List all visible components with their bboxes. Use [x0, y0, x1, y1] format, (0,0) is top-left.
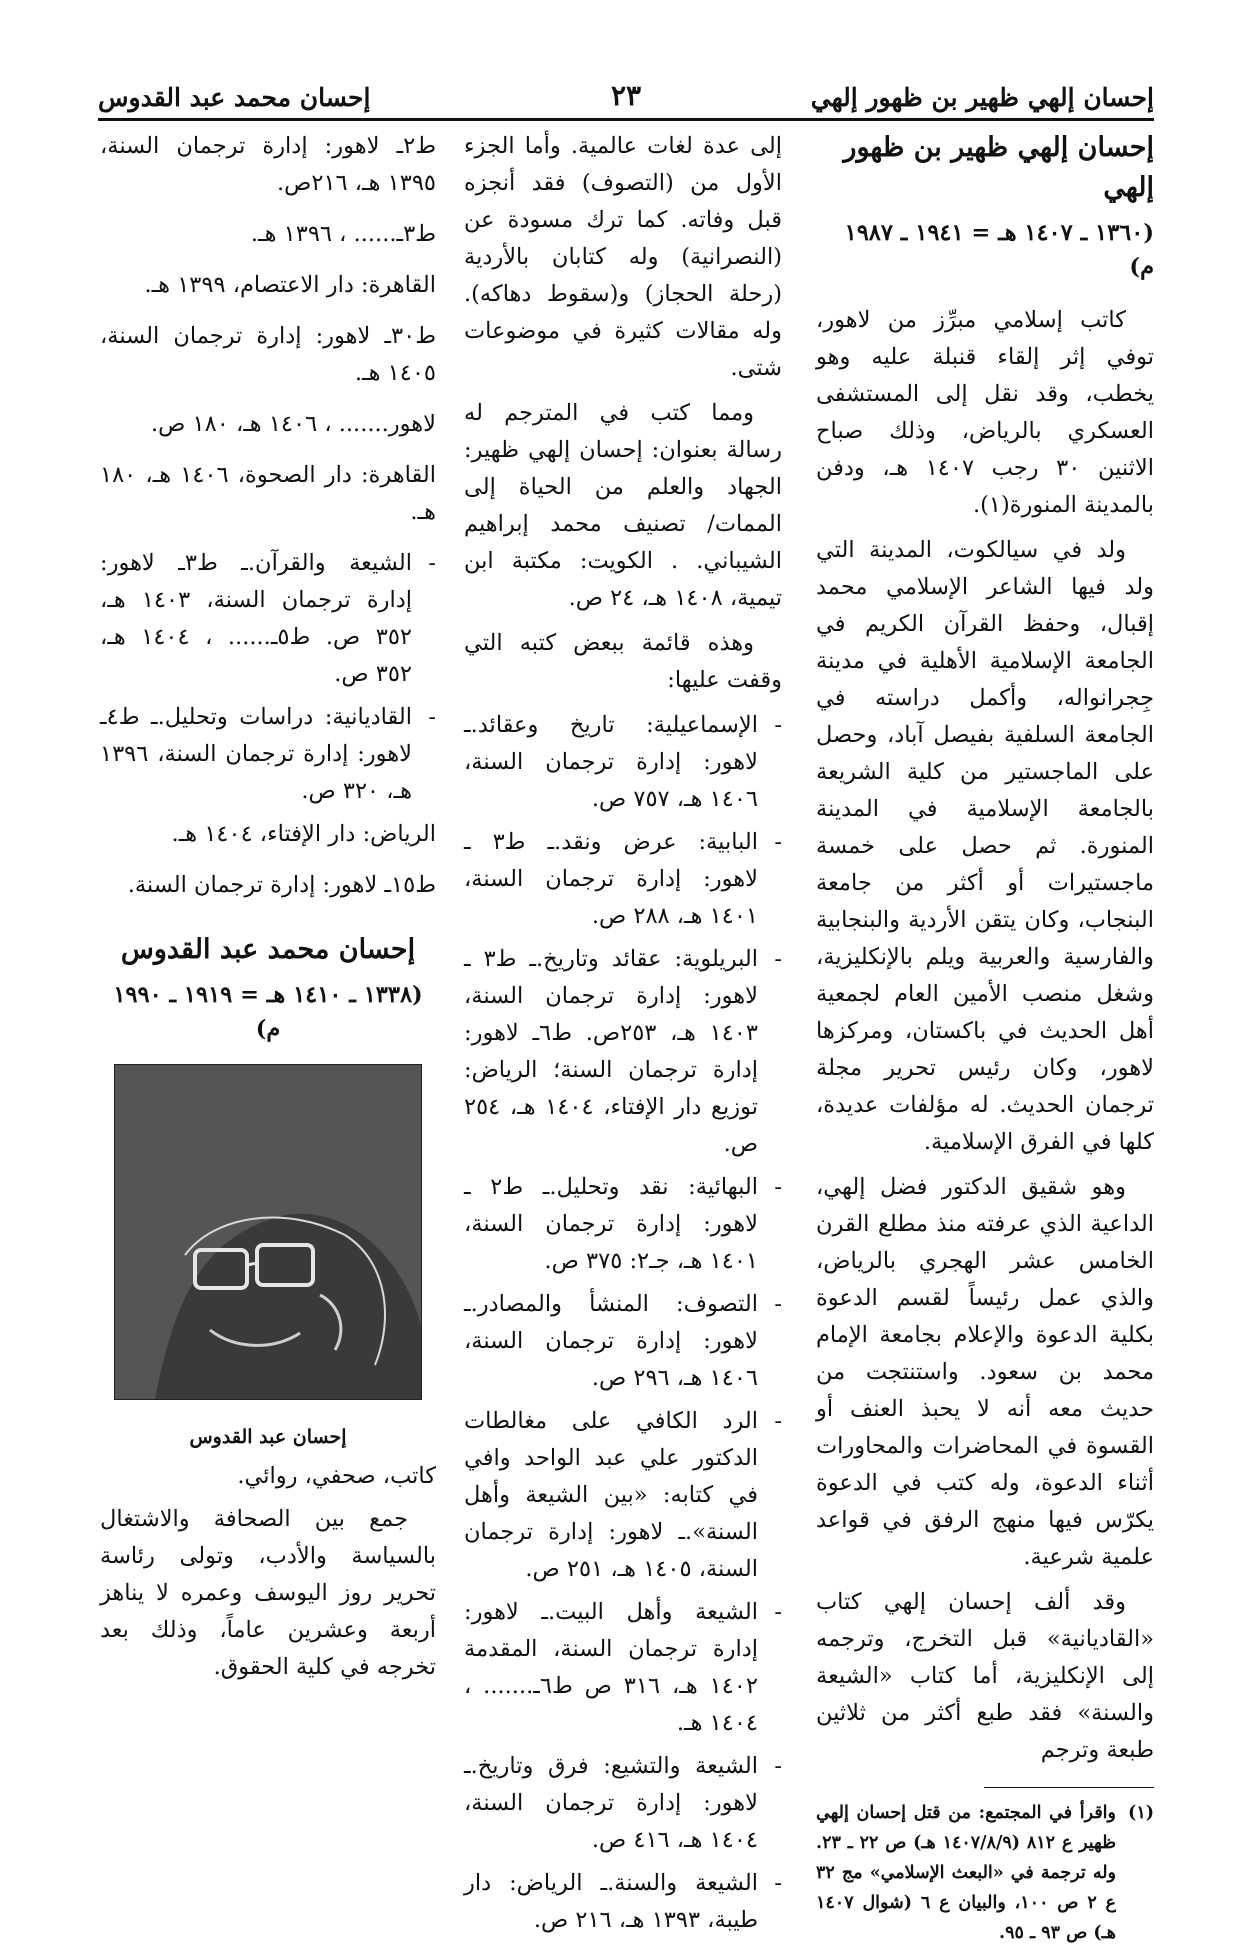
bibliography-entry: ط٣٠ـ لاهور: إدارة ترجمان السنة، ١٤٠٥ هـ. — [100, 323, 436, 386]
section-title-ehsan-elahi: إحسان إلهي ظهير بن ظهور إلهي — [843, 132, 1154, 203]
paragraph: ومما كتب في المترجم له رسالة بعنوان: إحسان إلهي ظهير: الجهاد والعلم من الحياة إلى الممات/ تصنيف محمد إبراهيم الشيباني. . الكويت: مكتبة ابن تيمية، ١٤٠٨ هـ، ٢٤ ص. — [464, 400, 782, 611]
left-column — [100, 128, 436, 1694]
portrait-photo — [114, 1064, 422, 1400]
bibliography-entry: ط١٥ـ لاهور: إدارة ترجمان السنة. — [127, 872, 436, 898]
list-item: - البابية: عرض ونقد.ـ ط٣ ـ لاهور: إدارة ترجمان السنة، ١٤٠١ هـ، ٢٨٨ ص. — [464, 829, 782, 929]
photo-caption: إحسان عبد القدوس — [189, 1426, 347, 1448]
paragraph: جمع بين الصحافة والاشتغال بالسياسة والأدب، وتولى رئاسة تحرير روز اليوسف وعمره لا يناهز أربعة وعشرين عاماً، وذلك بعد تخرجه في كلية الحقوق. — [100, 1506, 436, 1680]
list-item: - التصوف: المنشأ والمصادر.ـ لاهور: إدارة ترجمان السنة، ١٤٠٦ هـ، ٢٩٦ ص. — [464, 1291, 782, 1391]
footnote-separator — [984, 1787, 1154, 1788]
footnote-number: (١) — [1128, 1803, 1154, 1823]
bibliography-list — [100, 545, 436, 810]
footnote — [816, 1798, 1154, 1948]
bibliography-entry: القاهرة: دار الاعتصام، ١٣٩٩ هـ. — [144, 272, 436, 298]
paragraph: إلى عدة لغات عالمية. وأما الجزء الأول من (التصوف) فقد أنجزه قبل وفاته. كما ترك مسودة عن (النصرانية) وله كتابان بالأردية (رحلة الحجاز) و(سقوط دهاكه). وله مقالات كثيرة في موضوعات شتى. — [464, 133, 782, 381]
paragraph: وقد ألف إحسان إلهي كتاب «القاديانية» قبل التخرج، وترجمه إلى الإنكليزية، أما كتاب «الشيعة والسنة» فقد طبع أكثر من ثلاثين طبعة وترجم — [816, 1589, 1154, 1763]
running-header-left-title: إحسان محمد عبد القدوس — [98, 83, 371, 112]
bibliography-entry: الرياض: دار الإفتاء، ١٤٠٤ هـ. — [171, 821, 436, 847]
section-title-ehsan-abdelquddous: إحسان محمد عبد القدوس — [120, 934, 416, 965]
list-item: - الإسماعيلية: تاريخ وعقائد.ـ لاهور: إدارة ترجمان السنة، ١٤٠٦ هـ، ٧٥٧ ص. — [464, 712, 782, 812]
subject-description: كاتب، صحفي، روائي. — [237, 1463, 436, 1489]
bibliography-entry: القاهرة: دار الصحوة، ١٤٠٦ هـ، ١٨٠ هـ. — [100, 462, 436, 525]
list-item: - الشيعة والقرآن.ـ ط٣ـ لاهور: إدارة ترجمان السنة، ١٤٠٣ هـ، ٣٥٢ ص. ط٥ـ...... ، ١٤٠٤ هـ، ٣٥٢ ص. — [100, 550, 436, 687]
section-dates-ehsan-elahi: (١٣٦٠ ـ ١٤٠٧ هـ = ١٩٤١ ـ ١٩٨٧ م) — [844, 220, 1154, 280]
paragraph: وهو شقيق الدكتور فضل إلهي، الداعية الذي عرفته منذ مطلع القرن الخامس عشر الهجري بالرياض، والذي عمل رئيساً لقسم الدعوة بكلية الدعوة والإعلام بجامعة الإمام محمد بن سعود. واستنتجت من حديث معه أنه لا يحبذ العنف أو القسوة في المحاضرات والمحاورات أثناء الدعوة، وله كتب في الدعوة يكرّس فيها منهج الرفق في قواعد علمية شرعية. — [816, 1174, 1154, 1570]
bibliography-entry: ط٢ـ لاهور: إدارة ترجمان السنة، ١٣٩٥ هـ، ٢١٦ص. — [100, 133, 436, 196]
paragraph: كاتب إسلامي مبرِّز من لاهور، توفي إثر إلقاء قنبلة عليه وهو يخطب، وقد نقل إلى المستشفى العسكري بالرياض، وذلك صباح الاثنين ٣٠ رجب ١٤٠٧ هـ، ودفن بالمدينة المنورة(١). — [816, 307, 1154, 518]
list-item: - القاديانية: دراسات وتحليل.ـ ط٤ـ لاهور: إدارة ترجمان السنة، ١٣٩٦ هـ، ٣٢٠ ص. — [100, 704, 436, 804]
right-column — [816, 128, 1154, 1948]
bibliography-entry: لاهور....... ، ١٤٠٦ هـ، ١٨٠ ص. — [151, 411, 436, 437]
paragraph: وهذه قائمة ببعض كتبه التي وقفت عليها: — [464, 630, 782, 693]
list-item: - الشيعة وأهل البيت.ـ لاهور: إدارة ترجمان السنة، المقدمة ١٤٠٢ هـ، ٣١٦ ص ط٦ـ....... ، ١٤٠٤ هـ. — [464, 1599, 782, 1736]
list-item: - الشيعة والسنة.ـ الرياض: دار طيبة، ١٣٩٣ هـ، ٢١٦ ص. — [464, 1870, 782, 1933]
paragraph: ولد في سيالكوت، المدينة التي ولد فيها الشاعر الإسلامي محمد إقبال، وحفظ القرآن الكريم في الجامعة الإسلامية الأهلية في مدينة جِجرانواله، وأكمل دراسته في الجامعة السلفية بفيصل آباد، وحصل على الماجستير من كلية الشريعة بالجامعة الإسلامية في المدينة المنورة. ثم حصل على خمسة ماجستيرات أو أكثر من جامعة البنجاب، وكان يتقن الأردية والبنجابية والفارسية والعربية ويلم بالإنكليزية، وشغل منصب الأمين العام لجمعية أهل الحديث في باكستان، ومركزها لاهور، وكان رئيس تحرير مجلة ترجمان الحديث. له مؤلفات عديدة، كلها في الفرق الإسلامية. — [816, 537, 1154, 1155]
photo-glasses-bridge — [247, 1263, 257, 1265]
list-item: - الشيعة والتشيع: فرق وتاريخ.ـ لاهور: إدارة ترجمان السنة، ١٤٠٤ هـ، ٤١٦ ص. — [464, 1753, 782, 1853]
list-item: - الرد الكافي على مغالطات الدكتور علي عبد الواحد وافي في كتابه: «بين الشيعة وأهل السنة».ـ لاهور: إدارة ترجمان السنة، ١٤٠٥ هـ، ٢٥١ ص. — [464, 1408, 782, 1582]
page-number: ٢٣ — [610, 79, 642, 112]
running-header — [98, 62, 1154, 121]
list-item: - البهائية: نقد وتحليل.ـ ط٢ ـ لاهور: إدارة ترجمان السنة، ١٤٠١ هـ، جـ٢: ٣٧٥ ص. — [464, 1174, 782, 1274]
bibliography-entry: ط٣ـ...... ، ١٣٩٦ هـ. — [250, 221, 436, 247]
middle-column — [464, 128, 782, 1945]
list-item: - البريلوية: عقائد وتاريخ.ـ ط٣ ـ لاهور: إدارة ترجمان السنة، ١٤٠٣ هـ، ٢٥٣ص. ط٦ـ لاهور: إدارة ترجمان السنة؛ الرياض: توزيع دار الإفتاء، ١٤٠٤ هـ، ٢٥٤ ص. — [464, 946, 782, 1157]
section-dates-ehsan-abdelquddous: (١٣٣٨ ـ ١٤١٠ هـ = ١٩١٩ ـ ١٩٩٠ م) — [113, 982, 423, 1042]
bibliography-list — [464, 707, 782, 1939]
footnote-text: واقرأ في المجتمع: من قتل إحسان إلهي ظهير ع ٨١٢ (١٤٠٧/٨/٩ هـ) ص ٢٢ ـ ٢٣. وله ترجمة في «البعث الإسلامي» مج ٣٢ ع ٢ ص ١٠٠، والبيان ع ٦ (شوال ١٤٠٧ هـ) ص ٩٣ ـ ٩٥. — [816, 1803, 1116, 1943]
running-header-right-title: إحسان إلهي ظهير بن ظهور إلهي — [810, 83, 1154, 112]
